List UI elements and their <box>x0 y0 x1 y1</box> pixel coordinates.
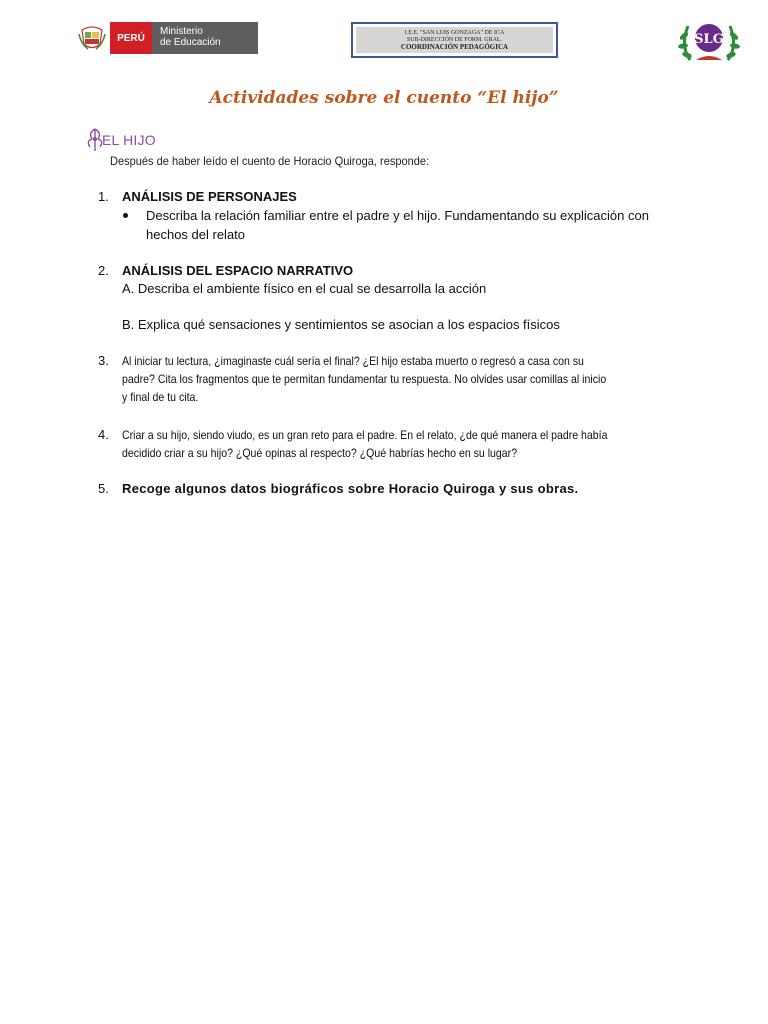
sub-direction: SUB-DIRECCIÓN DE FORM. GRAL. <box>406 36 503 43</box>
question-3-number: 3. <box>98 353 109 368</box>
bullet-icon <box>123 213 128 218</box>
question-3-line2: padre? Cita los fragmentos que te permitan fundamentar tu respuesta. No olvides usar comillas al inicio <box>122 372 607 386</box>
school-name: I.E.E. "SAN LUIS GONZAGA" DE ICA <box>404 29 505 36</box>
question-4-line1: Criar a su hijo, siendo viudo, es un gran reto para el padre. En el relato, ¿de qué manera el padre había <box>122 428 608 442</box>
section-heading: EL HIJO <box>102 132 156 148</box>
ministry-logo <box>78 22 258 54</box>
question-3-line3: y final de tu cita. <box>122 390 199 404</box>
question-2-part-b: B. Explica qué sensaciones y sentimientos se asocian a los espacios físicos <box>122 317 560 332</box>
question-2-number: 2. <box>98 263 109 278</box>
school-logo <box>678 16 740 66</box>
coordination-text <box>356 27 553 53</box>
question-5-number: 5. <box>98 481 109 496</box>
question-3-line1: Al iniciar tu lectura, ¿imaginaste cuál sería el final? ¿El hijo estaba muerto o regresó a casa con su <box>122 354 584 368</box>
coordination-label: COORDINACIÓN PEDAGÓGICA <box>400 42 509 51</box>
question-4-number: 4. <box>98 427 109 442</box>
ministry-banner <box>110 22 258 54</box>
ministry-name <box>152 22 258 54</box>
country-label: PERÚ <box>117 32 145 44</box>
question-4-line2: decidido criar a su hijo? ¿Qué opinas al respecto? ¿Qué habrías hecho en su lugar? <box>122 446 518 460</box>
question-1-heading: ANÁLISIS DE PERSONAJES <box>122 189 297 204</box>
question-2-heading: ANÁLISIS DEL ESPACIO NARRATIVO <box>122 263 354 278</box>
ministry-name-line2: de Educación <box>160 37 221 48</box>
question-5-text: Recoge algunos datos biográficos sobre Horacio Quiroga y sus obras. <box>122 481 579 496</box>
question-2-part-a: A. Describa el ambiente físico en el cual se desarrolla la acción <box>122 281 487 296</box>
coordination-box <box>351 22 558 58</box>
document-title: Actividades sobre el cuento “El hijo” <box>209 88 559 108</box>
question-1-bullet-line1: Describa la relación familiar entre el padre y el hijo. Fundamentando su explicación con <box>146 208 649 223</box>
question-1-number: 1. <box>98 189 109 204</box>
school-logo-text: SLG <box>694 32 724 47</box>
peru-coat-of-arms-icon <box>78 24 106 52</box>
ministry-name-line1: Ministerio <box>160 26 203 37</box>
question-1-bullet-line2: hechos del relato <box>146 227 246 242</box>
intro-text: Después de haber leído el cuento de Horacio Quiroga, responde: <box>110 154 430 168</box>
